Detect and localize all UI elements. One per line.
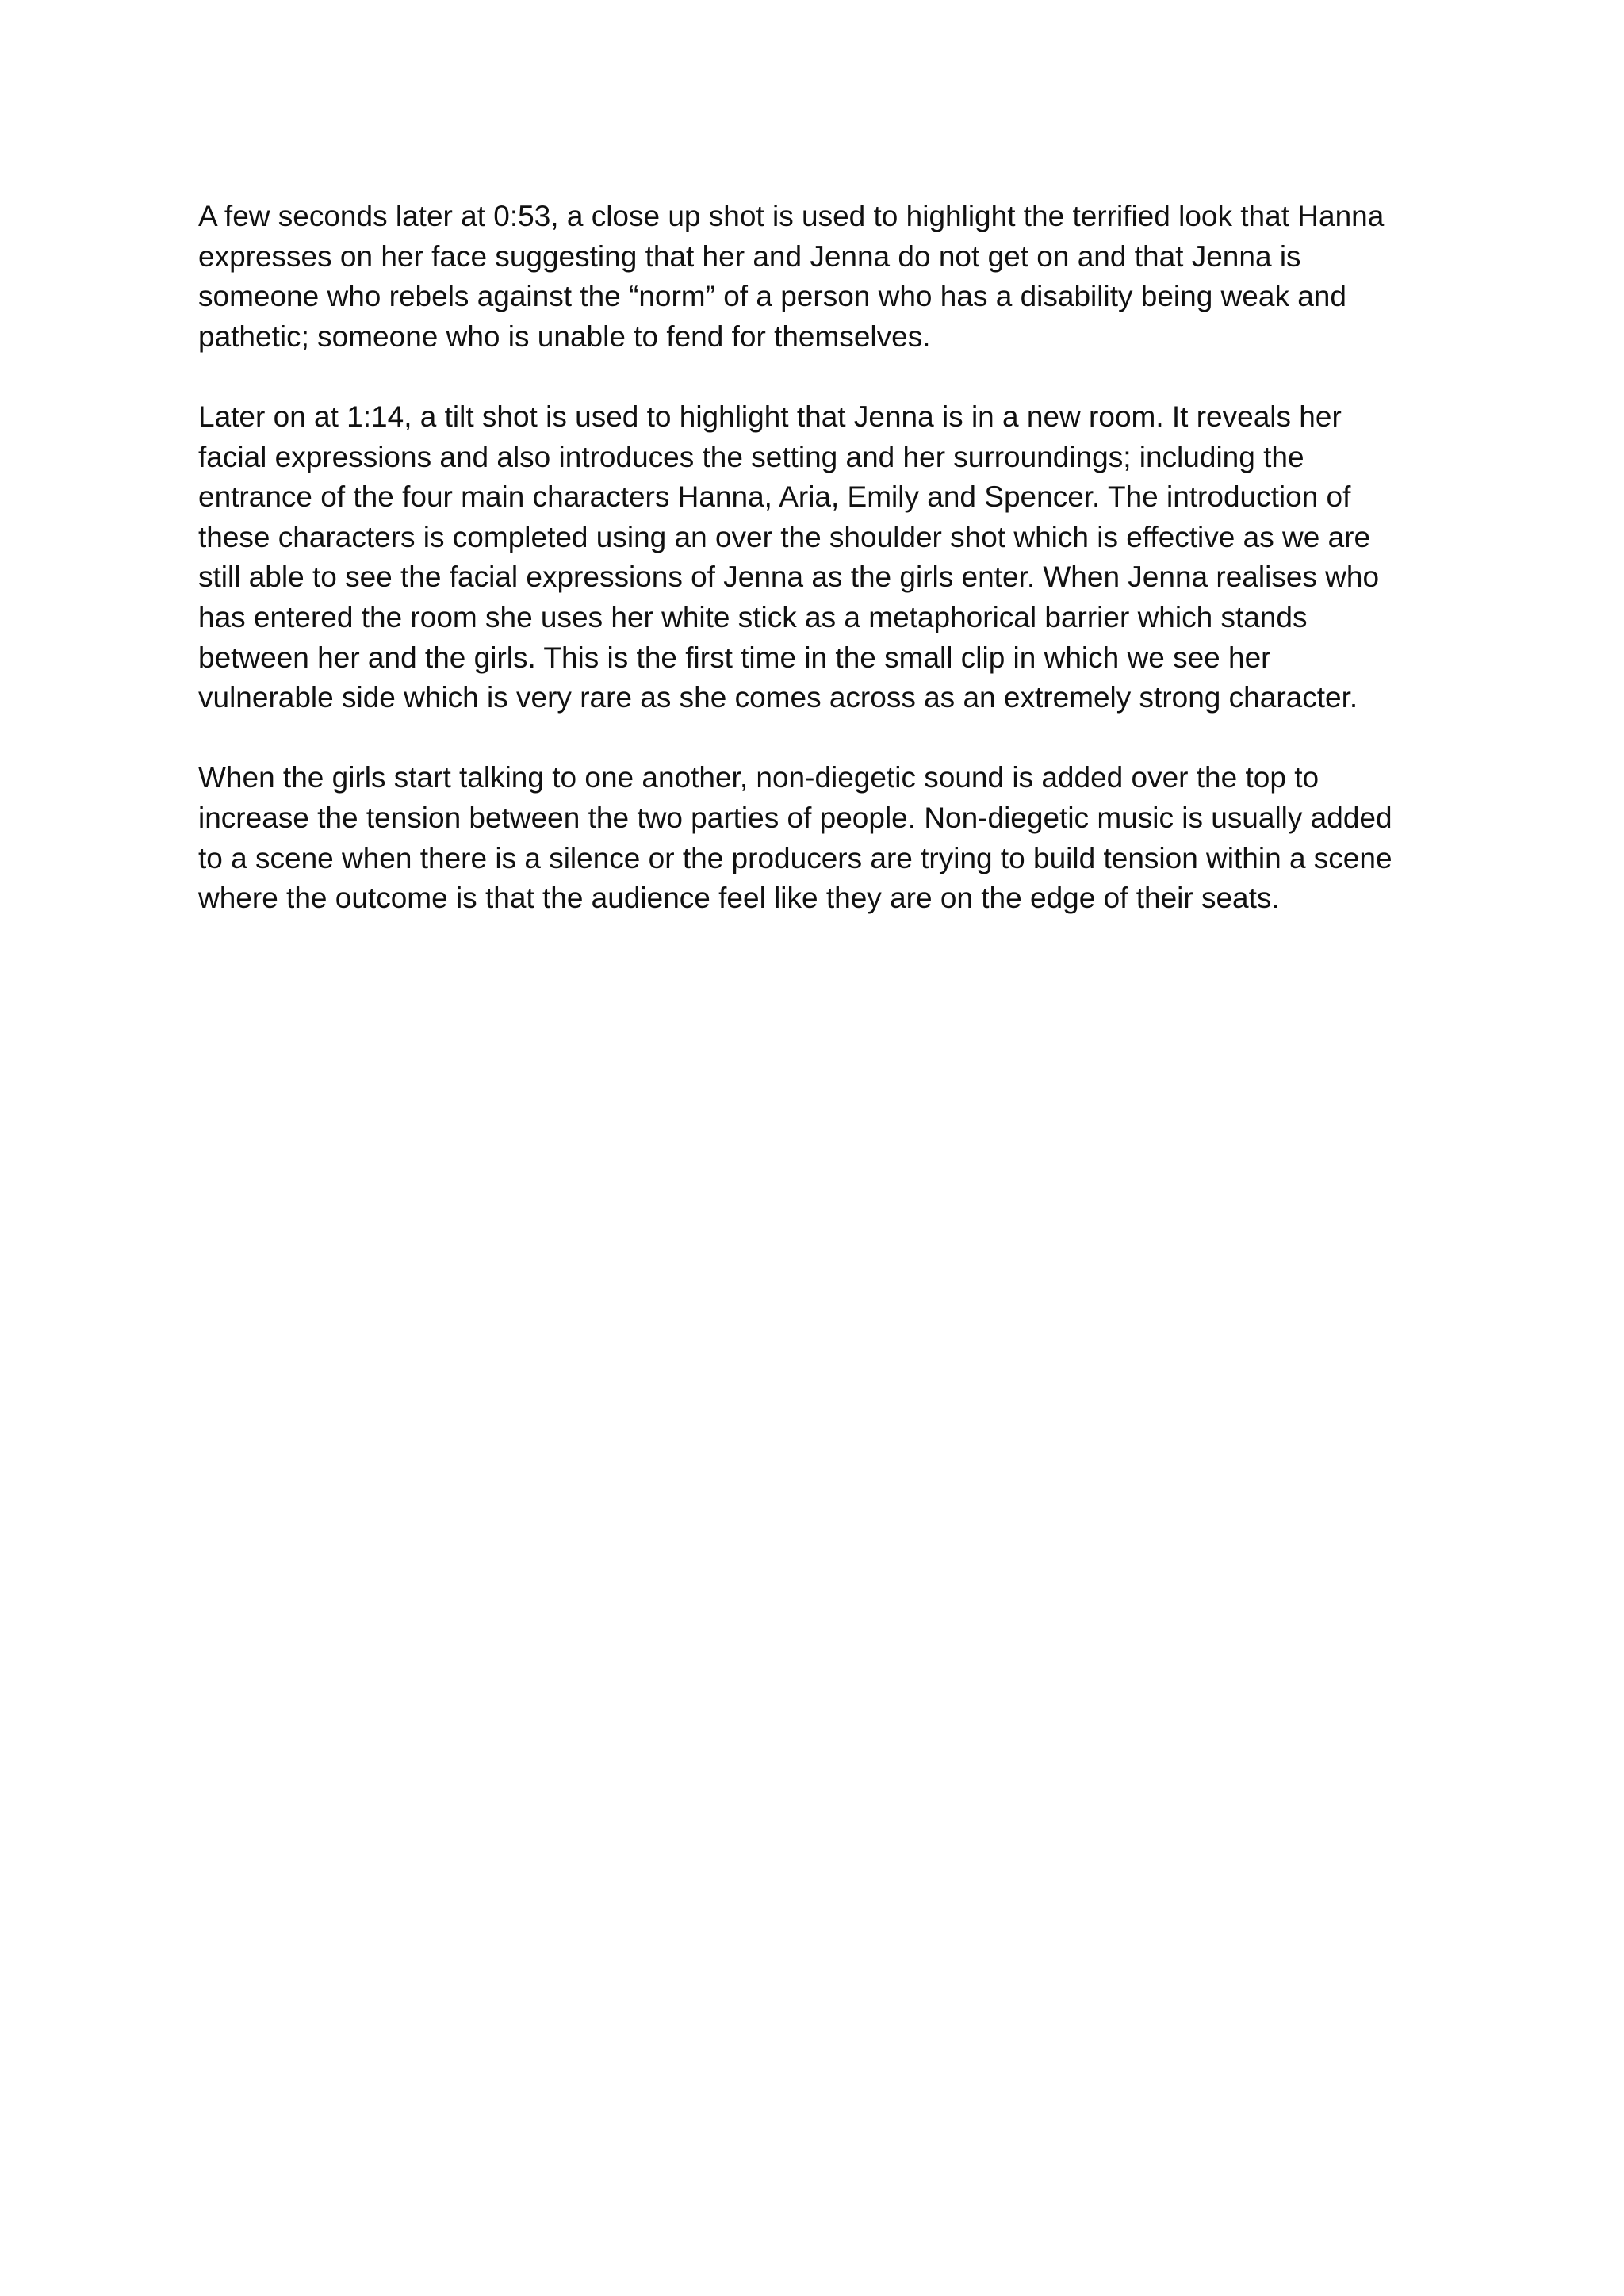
paragraph-3 [198,758,1451,918]
text-line: increase the tension between the two parties of people. Non-diegetic music is usually added [198,801,1392,834]
text-line: these characters is completed using an over the shoulder shot which is effective as we are [198,520,1371,553]
text-line: vulnerable side which is very rare as she comes across as an extremely strong character. [198,681,1358,714]
text-line: pathetic; someone who is unable to fend for themselves. [198,320,931,353]
text-line: between her and the girls. This is the first time in the small clip in which we see her [198,641,1271,674]
text-line: facial expressions and also introduces the setting and her surroundings; including the [198,440,1304,473]
text-line: someone who rebels against the “norm” of a person who has a disability being weak and [198,280,1346,313]
text-line: entrance of the four main characters Hanna, Aria, Emily and Spencer. The introduction of [198,480,1351,514]
text-line: to a scene when there is a silence or the producers are trying to build tension within a scene [198,841,1392,874]
text-line: Later on at 1:14, a tilt shot is used to highlight that Jenna is in a new room. It reveals her [198,400,1342,433]
text-line: When the girls start talking to one another, non-diegetic sound is added over the top to [198,761,1320,794]
paragraph-2 [198,397,1451,718]
paragraph-1 [198,197,1451,357]
document-body [198,197,1451,919]
text-line: has entered the room she uses her white stick as a metaphorical barrier which stands [198,600,1308,633]
text-line: where the outcome is that the audience feel like they are on the edge of their seats. [198,882,1280,915]
text-line: A few seconds later at 0:53, a close up shot is used to highlight the terrified look that Hanna [198,200,1385,232]
text-line: still able to see the facial expressions of Jenna as the girls enter. When Jenna realises who [198,561,1380,594]
text-line: expresses on her face suggesting that her and Jenna do not get on and that Jenna is [198,239,1301,273]
